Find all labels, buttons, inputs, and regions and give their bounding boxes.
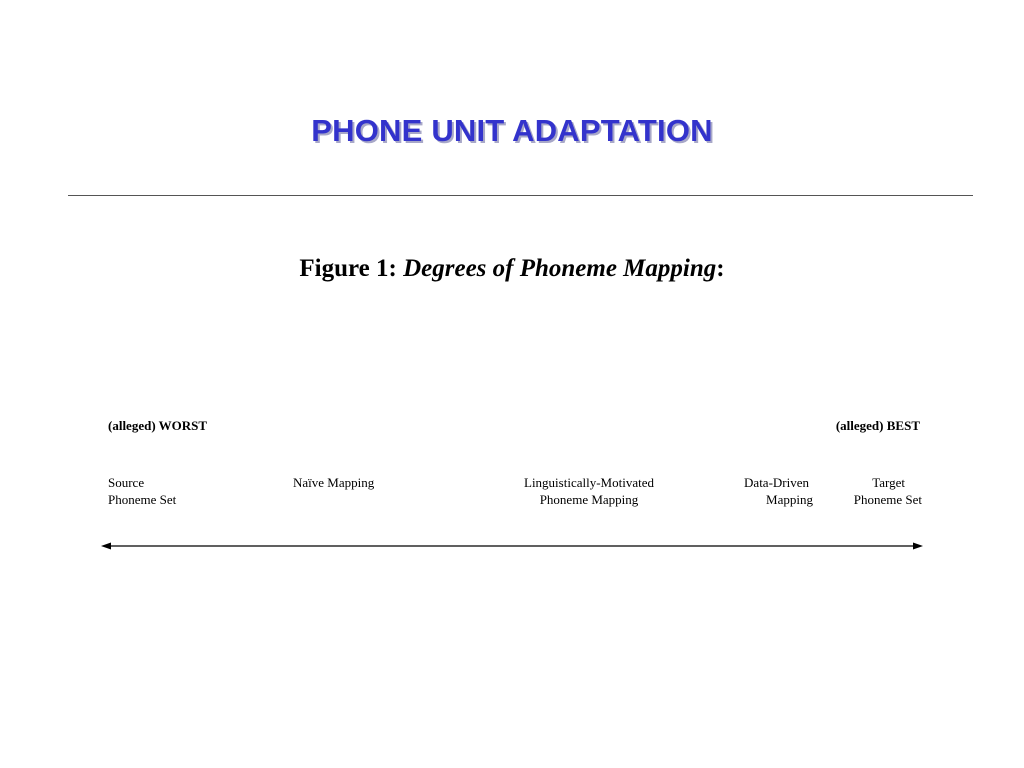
- stage-label-line1: Source: [108, 475, 145, 490]
- figure-label: Figure 1:: [299, 255, 397, 282]
- stage-label-line2: Phoneme Set: [108, 492, 177, 507]
- stage-label-line1: Linguistically-Motivated: [524, 475, 654, 490]
- stage-label-line1: Data-Driven: [744, 475, 809, 490]
- right-arrowhead-icon: [913, 543, 923, 550]
- stage-target-phoneme-set: [840, 474, 922, 508]
- slide-title: PHONE UNIT ADAPTATION: [311, 113, 713, 148]
- stage-label-line1: Naïve Mapping: [293, 475, 375, 490]
- figure-caption: [0, 255, 1024, 283]
- left-arrowhead-icon: [101, 543, 111, 550]
- stage-linguistically-motivated: [504, 474, 674, 508]
- stage-label-line1: Target: [872, 475, 905, 490]
- scale-left-end-label: (alleged) WORST: [108, 418, 208, 433]
- stage-source-phoneme-set: [108, 474, 176, 508]
- figure-title: Degrees of Phoneme Mapping: [403, 255, 717, 282]
- horizontal-divider: [68, 195, 973, 196]
- stage-label-line2: Phoneme Mapping: [539, 492, 639, 507]
- stage-label-line2: Mapping: [766, 492, 813, 507]
- stage-label-line2: Phoneme Set: [853, 492, 922, 507]
- scale-right-end-label: (alleged) BEST: [835, 418, 920, 433]
- stage-data-driven-mapping: [720, 474, 813, 508]
- figure-title-suffix: :: [716, 255, 725, 282]
- stage-naive-mapping: [293, 474, 374, 491]
- double-headed-arrow: [100, 538, 924, 554]
